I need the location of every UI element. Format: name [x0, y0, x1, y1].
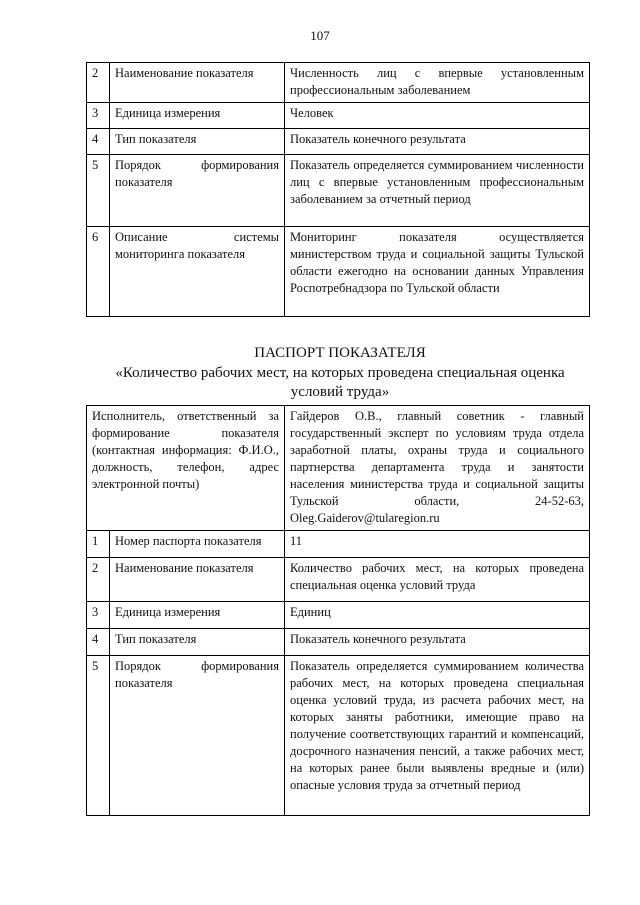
- table-row: [87, 155, 590, 227]
- row-label: Описание системы мониторинга показателя: [110, 227, 285, 317]
- row-label: Порядок формирования показателя: [110, 656, 285, 816]
- table-row: [87, 129, 590, 155]
- table-row: [87, 227, 590, 317]
- row-number: 2: [87, 558, 110, 602]
- row-number: 2: [87, 63, 110, 103]
- row-label: Единица измерения: [110, 602, 285, 629]
- row-number: 3: [87, 602, 110, 629]
- row-number: 5: [87, 656, 110, 816]
- row-value: Количество рабочих мест, на которых проведена специальная оценка условий труда: [285, 558, 590, 602]
- table-row: [87, 531, 590, 558]
- passport-subtitle: «Количество рабочих мест, на которых проведена специальная оценка условий труда»: [115, 365, 565, 400]
- table-row: [87, 656, 590, 816]
- row-label: Порядок формирования показателя: [110, 155, 285, 227]
- row-label: Наименование показателя: [110, 558, 285, 602]
- row-label: Тип показателя: [110, 129, 285, 155]
- table-row: [87, 63, 590, 103]
- indicator-table-continued: [86, 62, 590, 317]
- row-value: Показатель конечного результата: [285, 629, 590, 656]
- row-label: Единица измерения: [110, 103, 285, 129]
- row-number: 6: [87, 227, 110, 317]
- table-row: [87, 602, 590, 629]
- row-number: 5: [87, 155, 110, 227]
- table-row: [87, 406, 590, 531]
- table-row: [87, 629, 590, 656]
- row-value: Численность лиц с впервые установленным профессиональным заболеванием: [285, 63, 590, 103]
- row-value: Человек: [285, 103, 590, 129]
- page-number: 107: [310, 28, 330, 43]
- row-number: 4: [87, 629, 110, 656]
- executor-label: Исполнитель, ответственный за формирование показателя (контактная информация: Ф.И.О., должность, телефон, адрес электронной почты): [87, 406, 285, 531]
- row-value: Показатель конечного результата: [285, 129, 590, 155]
- passport-heading: ПАСПОРТ ПОКАЗАТЕЛЯ: [254, 345, 426, 361]
- row-label: Номер паспорта показателя: [110, 531, 285, 558]
- row-value: Единиц: [285, 602, 590, 629]
- row-label: Тип показателя: [110, 629, 285, 656]
- table-row: [87, 558, 590, 602]
- table-row: [87, 103, 590, 129]
- row-label: Наименование показателя: [110, 63, 285, 103]
- row-value: 11: [285, 531, 590, 558]
- row-number: 3: [87, 103, 110, 129]
- row-value: Показатель определяется суммированием количества рабочих мест, на которых проведена специальная оценка условий труда, из расчета рабочих мест, на которых заняты работники, имеющие право на получение соответствующих гарантий и компенсаций, досрочного назначения пенсий, а также рабочих мест, на которых ранее были выявлены вредные и (или) опасные условия труда за отчетный период: [285, 656, 590, 816]
- executor-value: Гайдеров О.В., главный советник - главный государственный эксперт по условиям труда отдела заработной платы, охраны труда и социального партнерства департамента труда и занятости населения министерства труда и социальной защиты Тульской области, 24-52-63, Oleg.Gaiderov@tularegion.ru: [285, 406, 590, 531]
- passport-table: [86, 405, 590, 816]
- row-value: Показатель определяется суммированием численности лиц с впервые установленным профессиональным заболеванием за отчетный период: [285, 155, 590, 227]
- row-value: Мониторинг показателя осуществляется министерством труда и социальной защиты Тульской области ежегодно на основании данных Управления Роспотребнадзора по Тульской области: [285, 227, 590, 317]
- row-number: 4: [87, 129, 110, 155]
- row-number: 1: [87, 531, 110, 558]
